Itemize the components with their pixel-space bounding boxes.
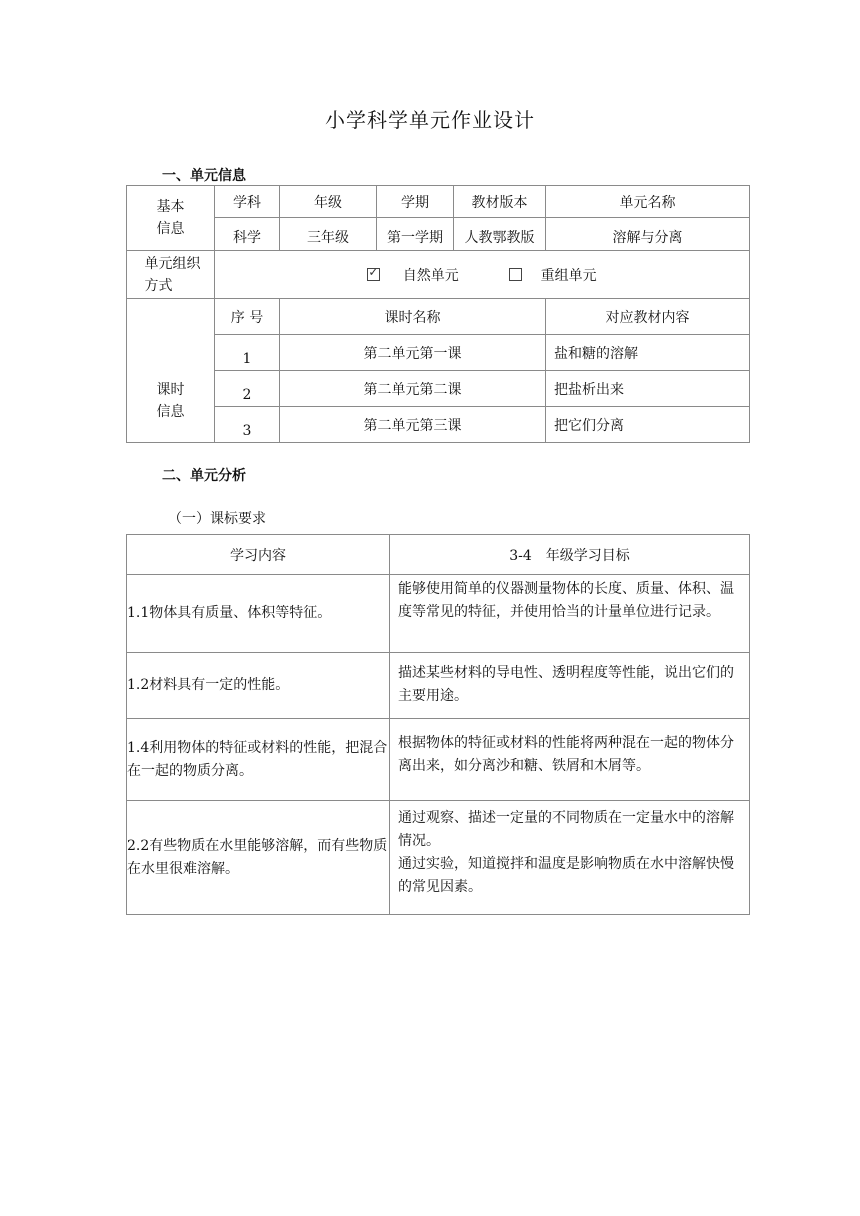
learning-goal: 描述某些材料的导电性、透明程度等性能，说出它们的主要用途。 [390,653,750,719]
lesson-content: 把它们分离 [546,407,750,443]
org-method-label: 单元组织方式 [127,251,215,299]
value-textbook: 人教鄂教版 [454,218,546,251]
header-unit-name: 单元名称 [546,186,750,218]
table-row [127,407,750,443]
learning-goal: 根据物体的特征或材料的性能将两种混在一起的物体分离出来，如分离沙和糖、铁屑和木屑等。 [390,719,750,801]
header-grade: 年级 [280,186,377,218]
learning-content: 2.2有些物质在水里能够溶解，而有些物质在水里很难溶解。 [127,801,390,915]
learning-content: 1.2材料具有一定的性能。 [127,653,390,719]
header-textbook: 教材版本 [454,186,546,218]
table-row [127,653,750,719]
lesson-name: 第二单元第二课 [280,371,546,407]
lesson-info-label: 课时信息 [127,299,215,443]
header-seq: 序 号 [215,299,280,335]
header-lesson-name: 课时名称 [280,299,546,335]
header-textbook-content: 对应教材内容 [546,299,750,335]
value-term: 第一学期 [377,218,454,251]
table-row [127,335,750,371]
value-grade: 三年级 [280,218,377,251]
table-row [127,371,750,407]
lesson-name: 第二单元第一课 [280,335,546,371]
table-row [127,719,750,801]
header-learning-goals: 3-4 年级学习目标 [390,535,750,575]
lesson-seq: 2 [215,371,280,407]
learning-content: 1.1物体具有质量、体积等特征。 [127,575,390,653]
header-term: 学期 [377,186,454,218]
header-subject: 学科 [215,186,280,218]
org-method-options [215,251,750,299]
curriculum-standards-table [126,534,750,915]
page-title: 小学科学单元作业设计 [325,108,535,132]
learning-goal: 能够使用简单的仪器测量物体的长度、质量、体积、温度等常见的特征，并使用恰当的计量单位进行记录。 [390,575,750,653]
unchecked-checkbox-icon[interactable] [509,268,522,281]
learning-goal [390,801,750,915]
checked-checkbox-icon[interactable]: ✓ [368,264,379,279]
subheading-curriculum-standards: （一）课标要求 [168,511,266,527]
value-unit-name: 溶解与分离 [546,218,750,251]
learning-goal-line: 通过观察、描述一定量的不同物质在一定量水中的溶解情况。 [398,810,734,849]
section-heading-unit-analysis: 二、单元分析 [162,468,246,484]
learning-content: 1.4利用物体的特征或材料的性能，把混合在一起的物质分离。 [127,719,390,801]
section-heading-unit-info: 一、单元信息 [162,168,246,184]
table-row [127,801,750,915]
unit-info-table [126,185,750,443]
header-learning-content: 学习内容 [127,535,390,575]
value-subject: 科学 [215,218,280,251]
lesson-seq: 3 [215,407,280,443]
basic-info-label: 基本信息 [127,186,215,251]
learning-goal-line: 通过实验，知道搅拌和温度是影响物质在水中溶解快慢的常见因素。 [398,856,734,895]
lesson-seq: 1 [215,335,280,371]
lesson-name: 第二单元第三课 [280,407,546,443]
lesson-content: 把盐析出来 [546,371,750,407]
natural-unit-label: 自然单元 [402,267,459,284]
lesson-content: 盐和糖的溶解 [546,335,750,371]
regrouped-unit-option[interactable] [509,265,596,285]
regrouped-unit-label: 重组单元 [540,267,597,284]
natural-unit-option[interactable] [367,265,458,285]
table-row [127,575,750,653]
